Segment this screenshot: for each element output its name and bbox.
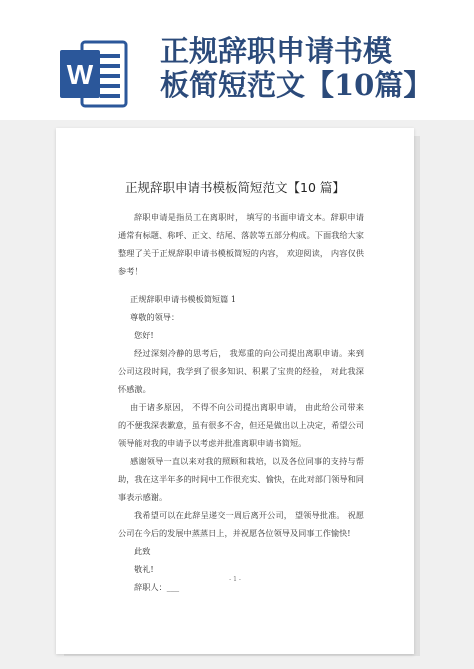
closing: 此致: [134, 546, 151, 556]
word-icon-letter: W: [66, 59, 94, 90]
body-paragraph: 感谢领导一直以来对我的照顾和栽培，以及各位同事的支持与帮助，我在这半年多的时间中工作很充实、愉快，在此对部门领导和同事表示感谢。: [118, 456, 364, 502]
body-paragraph: 由于诸多原因， 不得不向公司提出离职申请， 由此给公司带来的不便我深表歉意，虽有很多不舍，但还是做出以上决定，希望公司领导能对我的申请予以考虑并批准离职申请书简短。: [118, 402, 364, 448]
section-heading: 正规辞职申请书模板简短篇 1: [130, 294, 237, 304]
banner: [0, 0, 474, 120]
intro-paragraph: 辞职申请是指员工在离职时， 填写的书面申请文本。辞职申请通常有标题、称呼、正文、结尾、落款等五部分构成。下面我给大家整理了关于正规辞职申请书模板简短的内容， 欢迎阅读， 内容仅供参考！: [118, 212, 364, 276]
greeting: 您好!: [134, 330, 154, 340]
document-page: [56, 128, 414, 654]
document-title: 正规辞职申请书模板简短范文【10 篇】: [125, 180, 345, 195]
salutation: 尊敬的领导：: [130, 312, 180, 322]
banner-title-line-1: 正规辞职申请书模: [160, 34, 393, 68]
body-paragraph: 我希望可以在此辞呈递交一周后离开公司， 望领导批准。 祝愿公司在今后的发展中蒸蒸日上，并祝愿各位领导及同事工作愉快!: [118, 510, 364, 538]
page-number: - 1 -: [229, 576, 241, 583]
regards: 敬礼!: [134, 564, 154, 574]
word-document-icon: [60, 38, 128, 110]
document-body: [118, 208, 364, 596]
body-paragraph: 经过深刻冷静的思考后， 我郑重的向公司提出离职申请。来到公司这段时间，我学到了很多知识、积累了宝贵的经验， 对此我深怀感激。: [118, 348, 364, 394]
signature-line: 辞职人：___: [134, 582, 180, 592]
banner-title: [160, 34, 460, 102]
banner-title-line-2: 板简短范文【10篇】: [160, 68, 433, 102]
